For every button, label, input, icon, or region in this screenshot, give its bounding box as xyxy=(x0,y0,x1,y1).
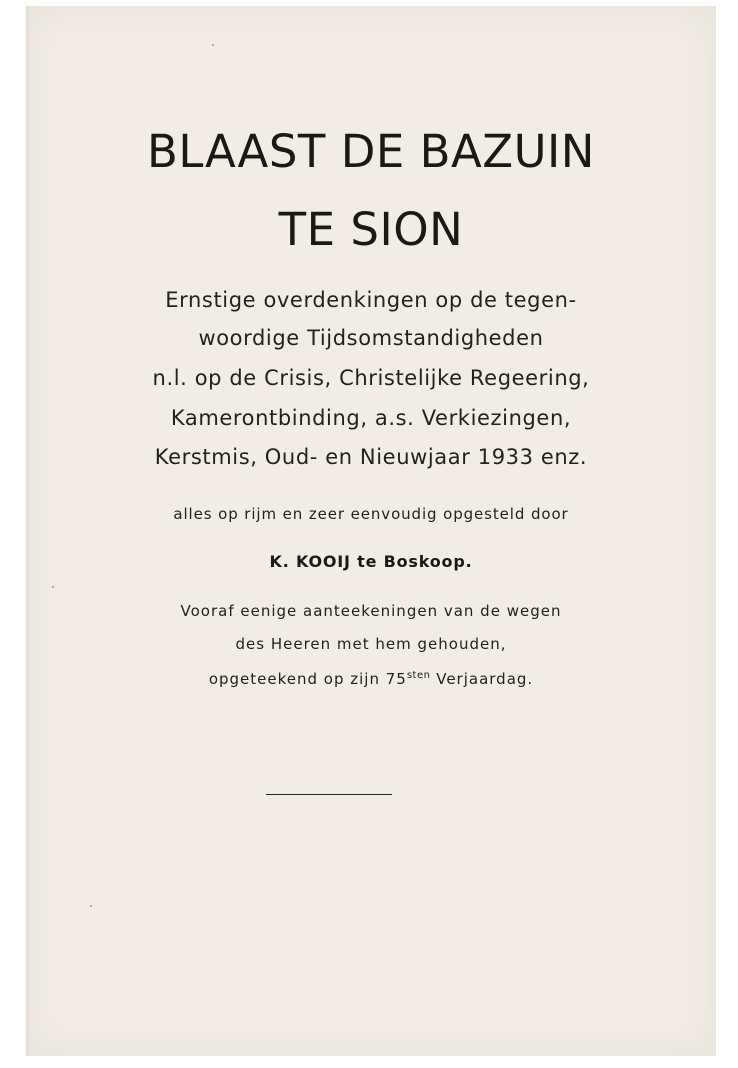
divider-rule xyxy=(266,794,392,795)
author-name: K. KOOIJ te Boskoop. xyxy=(269,552,473,571)
paper-speck xyxy=(52,586,54,588)
subtitle-line: woordige Tijdsomstandigheden xyxy=(198,326,544,350)
author-note: alles op rijm en zeer eenvoudig opgesteld door xyxy=(173,505,569,523)
subtitle-line: Kamerontbinding, a.s. Verkiezingen, xyxy=(170,406,572,430)
paper-speck xyxy=(212,44,214,46)
title-line-1: BLAAST DE BAZUIN xyxy=(147,125,595,178)
title-line-2: TE SION xyxy=(278,203,464,256)
note-line-3-end: Verjaardag. xyxy=(430,670,534,688)
subtitle-line: n.l. op de Crisis, Christelijke Regeering, xyxy=(152,366,590,390)
note-line-3-start: opgeteekend op zijn 75 xyxy=(208,670,407,688)
note-line-2: des Heeren met hem gehouden, xyxy=(235,635,507,653)
note-line-3 xyxy=(26,665,716,690)
ordinal-superscript: sten xyxy=(406,670,431,681)
paper-speck xyxy=(90,905,92,907)
subtitle-line: Kerstmis, Oud- en Nieuwjaar 1933 enz. xyxy=(154,445,588,469)
note-line-1: Vooraf eenige aanteekeningen van de wegen xyxy=(180,602,562,620)
subtitle-line: Ernstige overdenkingen op de tegen- xyxy=(165,288,577,312)
